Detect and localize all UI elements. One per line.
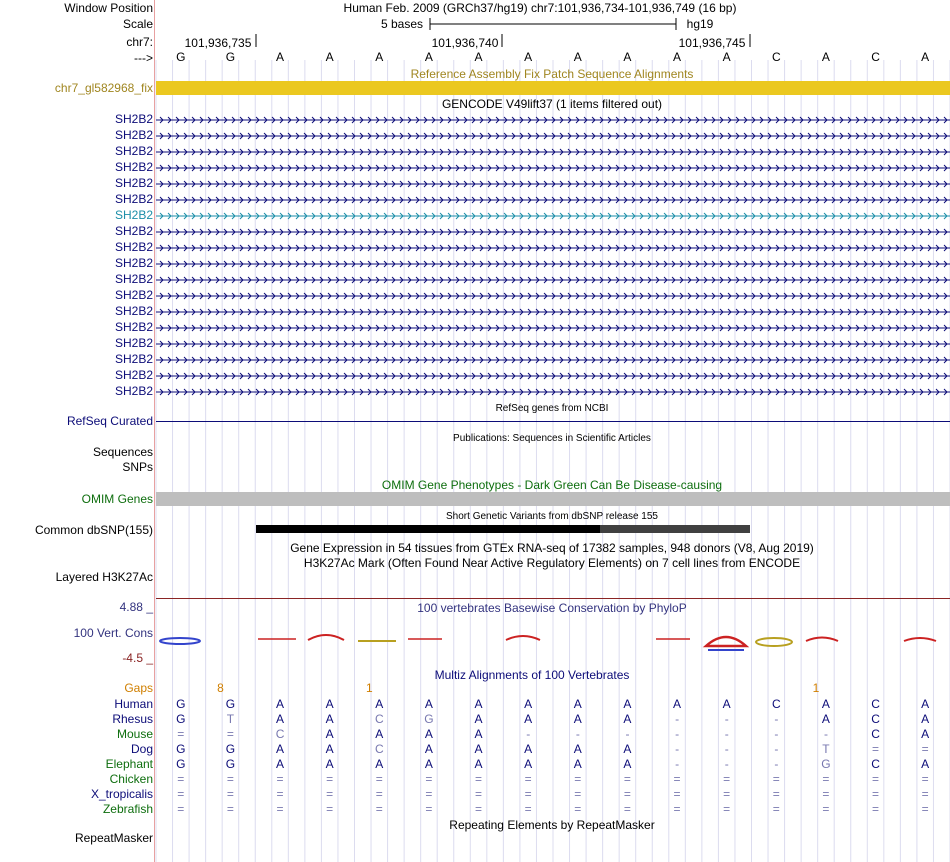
aligned-base: = bbox=[574, 787, 582, 801]
aligned-base: G bbox=[821, 757, 831, 771]
aligned-base: A bbox=[623, 697, 632, 711]
aligned-base: G bbox=[176, 712, 186, 726]
aligned-base: A bbox=[623, 742, 632, 756]
cons-mark bbox=[756, 638, 792, 646]
aligned-base: = bbox=[872, 787, 880, 801]
aligned-base: G bbox=[176, 697, 186, 711]
aligned-base: - bbox=[774, 742, 779, 756]
aligned-base: - bbox=[724, 742, 729, 756]
aligned-base: G bbox=[225, 697, 236, 711]
scale-label: Scale bbox=[122, 17, 153, 31]
aligned-base: = bbox=[425, 787, 433, 801]
chrom-label: chr7: bbox=[126, 35, 153, 49]
aligned-base: = bbox=[673, 772, 681, 786]
gene-label[interactable]: SH2B2 bbox=[114, 368, 153, 382]
aligned-base: - bbox=[774, 727, 779, 741]
aligned-base: = bbox=[723, 772, 731, 786]
base-letter: A bbox=[623, 50, 632, 64]
species-label[interactable]: Rhesus bbox=[112, 712, 153, 726]
gene-label[interactable]: SH2B2 bbox=[114, 160, 153, 174]
aligned-base: G bbox=[176, 742, 186, 756]
aligned-base: G bbox=[225, 757, 236, 771]
aligned-base: = bbox=[226, 787, 234, 801]
dbsnp-title: Short Genetic Variants from dbSNP release 155 bbox=[446, 511, 658, 522]
position-title: Human Feb. 2009 (GRCh37/hg19) chr7:101,936,734-101,936,749 (16 bp) bbox=[343, 1, 737, 15]
aligned-base: A bbox=[276, 697, 285, 711]
aligned-base: = bbox=[226, 802, 234, 816]
base-letter: C bbox=[771, 50, 781, 64]
cons-mark bbox=[506, 636, 540, 640]
aligned-base: = bbox=[921, 742, 929, 756]
aligned-base: - bbox=[526, 727, 531, 741]
aligned-base: A bbox=[623, 712, 632, 726]
base-letter: A bbox=[673, 50, 682, 64]
conservation-title: 100 vertebrates Basewise Conservation by PhyloP bbox=[417, 601, 687, 615]
aligned-base: = bbox=[475, 802, 483, 816]
aligned-base: A bbox=[573, 757, 582, 771]
aligned-base: A bbox=[921, 712, 930, 726]
aligned-base: = bbox=[872, 742, 880, 756]
aligned-base: = bbox=[772, 772, 780, 786]
aligned-base: = bbox=[475, 787, 483, 801]
species-label[interactable]: Human bbox=[114, 697, 153, 711]
conservation-min: -4.5 _ bbox=[122, 651, 153, 665]
aligned-base: T bbox=[822, 742, 830, 756]
aligned-base: = bbox=[326, 772, 334, 786]
aligned-base: = bbox=[276, 787, 284, 801]
aligned-base: A bbox=[276, 712, 285, 726]
aligned-base: = bbox=[872, 772, 880, 786]
aligned-base: A bbox=[325, 742, 334, 756]
aligned-base: = bbox=[425, 802, 433, 816]
publications-title: Publications: Sequences in Scientific Articles bbox=[453, 433, 651, 444]
aligned-base: A bbox=[821, 712, 830, 726]
aligned-base: A bbox=[623, 757, 632, 771]
gene-label[interactable]: SH2B2 bbox=[114, 192, 153, 206]
aligned-base: = bbox=[872, 802, 880, 816]
aligned-base: = bbox=[723, 802, 731, 816]
base-letter: A bbox=[276, 50, 285, 64]
cons-mark bbox=[706, 637, 746, 646]
base-letter: C bbox=[871, 50, 880, 64]
gap-count: 1 bbox=[365, 681, 373, 695]
aligned-base: = bbox=[226, 727, 234, 741]
aligned-base: G bbox=[176, 757, 186, 771]
aligned-base: - bbox=[675, 712, 680, 726]
aligned-base: A bbox=[921, 697, 930, 711]
aligned-base: A bbox=[375, 727, 384, 741]
h3k27ac-label[interactable]: Layered H3K27Ac bbox=[55, 570, 153, 584]
aligned-base: = bbox=[177, 787, 185, 801]
aligned-base: = bbox=[772, 802, 780, 816]
aligned-base: - bbox=[823, 727, 828, 741]
aligned-base: C bbox=[374, 742, 384, 756]
aligned-base: A bbox=[573, 742, 582, 756]
base-letter: G bbox=[176, 50, 186, 64]
gene-label[interactable]: SH2B2 bbox=[114, 336, 153, 350]
base-letter: A bbox=[325, 50, 334, 64]
gene-label[interactable]: SH2B2 bbox=[114, 384, 153, 398]
conservation-max: 4.88 _ bbox=[119, 600, 153, 614]
aligned-base: = bbox=[822, 787, 830, 801]
cons-mark bbox=[806, 638, 838, 642]
aligned-base: = bbox=[723, 787, 731, 801]
refseq-title: RefSeq genes from NCBI bbox=[495, 403, 609, 414]
base-letter: G bbox=[225, 50, 236, 64]
aligned-base: A bbox=[325, 712, 334, 726]
gene-label[interactable]: SH2B2 bbox=[114, 352, 153, 366]
aligned-base: = bbox=[375, 772, 383, 786]
gene-label[interactable]: SH2B2 bbox=[114, 112, 153, 126]
base-letter: A bbox=[821, 50, 830, 64]
aligned-base: = bbox=[375, 802, 383, 816]
aligned-base: - bbox=[724, 712, 729, 726]
gaps-label: Gaps bbox=[124, 681, 153, 695]
ruler-position: 101,936,735 bbox=[184, 36, 252, 50]
dbsnp-label[interactable]: Common dbSNP(155) bbox=[34, 523, 153, 537]
publications-label[interactable]: Sequences bbox=[92, 445, 153, 459]
species-label[interactable]: Elephant bbox=[105, 757, 153, 771]
aligned-base: = bbox=[326, 802, 334, 816]
refseq-label[interactable]: RefSeq Curated bbox=[66, 414, 153, 428]
scale-text: 5 bases bbox=[380, 17, 424, 31]
aligned-base: = bbox=[326, 787, 334, 801]
gene-label[interactable]: SH2B2 bbox=[114, 128, 153, 142]
aligned-base: A bbox=[375, 757, 384, 771]
aligned-base: = bbox=[822, 772, 830, 786]
aligned-base: = bbox=[772, 787, 780, 801]
aligned-base: - bbox=[625, 727, 630, 741]
gene-label[interactable]: SH2B2 bbox=[114, 304, 153, 318]
aligned-base: = bbox=[623, 787, 631, 801]
aligned-base: C bbox=[871, 712, 880, 726]
gene-label[interactable]: SH2B2 bbox=[114, 176, 153, 190]
aligned-base: A bbox=[573, 712, 582, 726]
aligned-base: = bbox=[673, 802, 681, 816]
species-label[interactable]: Chicken bbox=[109, 772, 153, 786]
aligned-base: A bbox=[673, 697, 682, 711]
aligned-base: - bbox=[774, 757, 779, 771]
snps-label[interactable]: SNPs bbox=[122, 460, 153, 474]
aligned-base: C bbox=[871, 697, 880, 711]
aligned-base: A bbox=[524, 757, 533, 771]
gtex-title: Gene Expression in 54 tissues from GTEx RNA-seq of 17382 samples, 948 donors (V8, Aug 2019) bbox=[290, 541, 814, 555]
window-position-label: Window Position bbox=[64, 1, 153, 15]
aligned-base: A bbox=[921, 727, 930, 741]
gene-label[interactable]: SH2B2 bbox=[114, 288, 153, 302]
aligned-base: A bbox=[573, 697, 582, 711]
aligned-base: A bbox=[375, 697, 384, 711]
aligned-base: A bbox=[276, 742, 285, 756]
aligned-base: = bbox=[177, 802, 185, 816]
cons-mark bbox=[308, 635, 344, 640]
aligned-base: = bbox=[524, 802, 532, 816]
aligned-base: T bbox=[226, 712, 235, 726]
aligned-base: C bbox=[275, 727, 285, 741]
gene-label[interactable]: SH2B2 bbox=[114, 240, 153, 254]
aligned-base: A bbox=[921, 757, 930, 771]
omim-title: OMIM Gene Phenotypes - Dark Green Can Be Disease-causing bbox=[381, 478, 723, 492]
repeatmasker-label[interactable]: RepeatMasker bbox=[74, 831, 153, 845]
gene-label[interactable]: SH2B2 bbox=[114, 272, 153, 286]
aligned-base: = bbox=[226, 772, 234, 786]
repeatmasker-title: Repeating Elements by RepeatMasker bbox=[449, 818, 655, 832]
base-letter: A bbox=[722, 50, 731, 64]
gap-count: 8 bbox=[217, 681, 224, 695]
aligned-base: = bbox=[375, 787, 383, 801]
aligned-base: = bbox=[623, 802, 631, 816]
aligned-base: A bbox=[821, 697, 830, 711]
h3k27ac-title: H3K27Ac Mark (Often Found Near Active Regulatory Elements) on 7 cell lines from ENCODE bbox=[303, 556, 801, 570]
base-letter: A bbox=[424, 50, 433, 64]
aligned-base: = bbox=[822, 802, 830, 816]
base-letter: A bbox=[573, 50, 582, 64]
base-letter: A bbox=[921, 50, 930, 64]
aligned-base: G bbox=[225, 742, 236, 756]
gene-label[interactable]: SH2B2 bbox=[114, 224, 153, 238]
aligned-base: A bbox=[276, 757, 285, 771]
aligned-base: = bbox=[921, 772, 929, 786]
aligned-base: - bbox=[724, 727, 729, 741]
aligned-base: = bbox=[425, 772, 433, 786]
species-label[interactable]: Dog bbox=[130, 742, 153, 756]
gene-label[interactable]: SH2B2 bbox=[114, 320, 153, 334]
aligned-base: A bbox=[524, 697, 533, 711]
base-letter: A bbox=[474, 50, 483, 64]
aligned-base: A bbox=[474, 757, 483, 771]
gene-label[interactable]: SH2B2 bbox=[114, 144, 153, 158]
aligned-base: = bbox=[524, 772, 532, 786]
gene-label[interactable]: SH2B2 bbox=[114, 256, 153, 270]
aligned-base: A bbox=[325, 757, 334, 771]
aligned-base: - bbox=[675, 757, 680, 771]
gap-count: 1 bbox=[812, 681, 820, 695]
species-label[interactable]: X_tropicalis bbox=[90, 787, 153, 801]
cons-mark bbox=[904, 638, 936, 641]
aligned-base: A bbox=[424, 727, 433, 741]
ruler-position: 101,936,745 bbox=[678, 36, 746, 50]
species-label[interactable]: Zebrafish bbox=[102, 802, 153, 816]
fix-track-title: Reference Assembly Fix Patch Sequence Alignments bbox=[410, 67, 694, 81]
aligned-base: A bbox=[325, 727, 334, 741]
aligned-base: = bbox=[921, 802, 929, 816]
aligned-base: = bbox=[574, 772, 582, 786]
aligned-base: - bbox=[724, 757, 729, 771]
aligned-base: = bbox=[921, 787, 929, 801]
aligned-base: = bbox=[276, 802, 284, 816]
aligned-base: A bbox=[722, 697, 731, 711]
aligned-base: G bbox=[424, 712, 434, 726]
aligned-base: - bbox=[675, 742, 680, 756]
aligned-base: = bbox=[524, 787, 532, 801]
aligned-base: - bbox=[575, 727, 580, 741]
multiz-title: Multiz Alignments of 100 Vertebrates bbox=[434, 668, 630, 682]
aligned-base: A bbox=[424, 742, 433, 756]
aligned-base: = bbox=[177, 772, 185, 786]
aligned-base: = bbox=[673, 787, 681, 801]
gene-label[interactable]: SH2B2 bbox=[114, 208, 153, 222]
species-label[interactable]: Mouse bbox=[116, 727, 153, 741]
aligned-base: A bbox=[424, 757, 433, 771]
conservation-label[interactable]: 100 Vert. Cons bbox=[73, 626, 153, 640]
aligned-base: C bbox=[871, 757, 880, 771]
aligned-base: - bbox=[774, 712, 779, 726]
aligned-base: = bbox=[574, 802, 582, 816]
base-letter: A bbox=[375, 50, 384, 64]
aligned-base: C bbox=[771, 697, 781, 711]
aligned-base: A bbox=[474, 742, 483, 756]
aligned-base: A bbox=[474, 697, 483, 711]
aligned-base: A bbox=[474, 727, 483, 741]
aligned-base: = bbox=[623, 772, 631, 786]
strand-label: ---> bbox=[134, 51, 153, 65]
aligned-base: C bbox=[374, 712, 384, 726]
aligned-base: - bbox=[675, 727, 680, 741]
aligned-base: = bbox=[276, 772, 284, 786]
omim-label[interactable]: OMIM Genes bbox=[81, 492, 153, 506]
base-letter: A bbox=[524, 50, 533, 64]
aligned-base: A bbox=[474, 712, 483, 726]
gencode-title: GENCODE V49lift37 (1 items filtered out) bbox=[441, 97, 663, 111]
aligned-base: C bbox=[871, 727, 880, 741]
aligned-base: A bbox=[524, 742, 533, 756]
aligned-base: A bbox=[325, 697, 334, 711]
aligned-base: = bbox=[177, 727, 185, 741]
aligned-base: A bbox=[424, 697, 433, 711]
aligned-base: A bbox=[524, 712, 533, 726]
ruler-position: 101,936,740 bbox=[431, 36, 499, 50]
fix-track-label[interactable]: chr7_gl582968_fix bbox=[54, 81, 153, 95]
cons-mark bbox=[160, 638, 200, 644]
scale-db: hg19 bbox=[686, 17, 714, 31]
aligned-base: = bbox=[475, 772, 483, 786]
